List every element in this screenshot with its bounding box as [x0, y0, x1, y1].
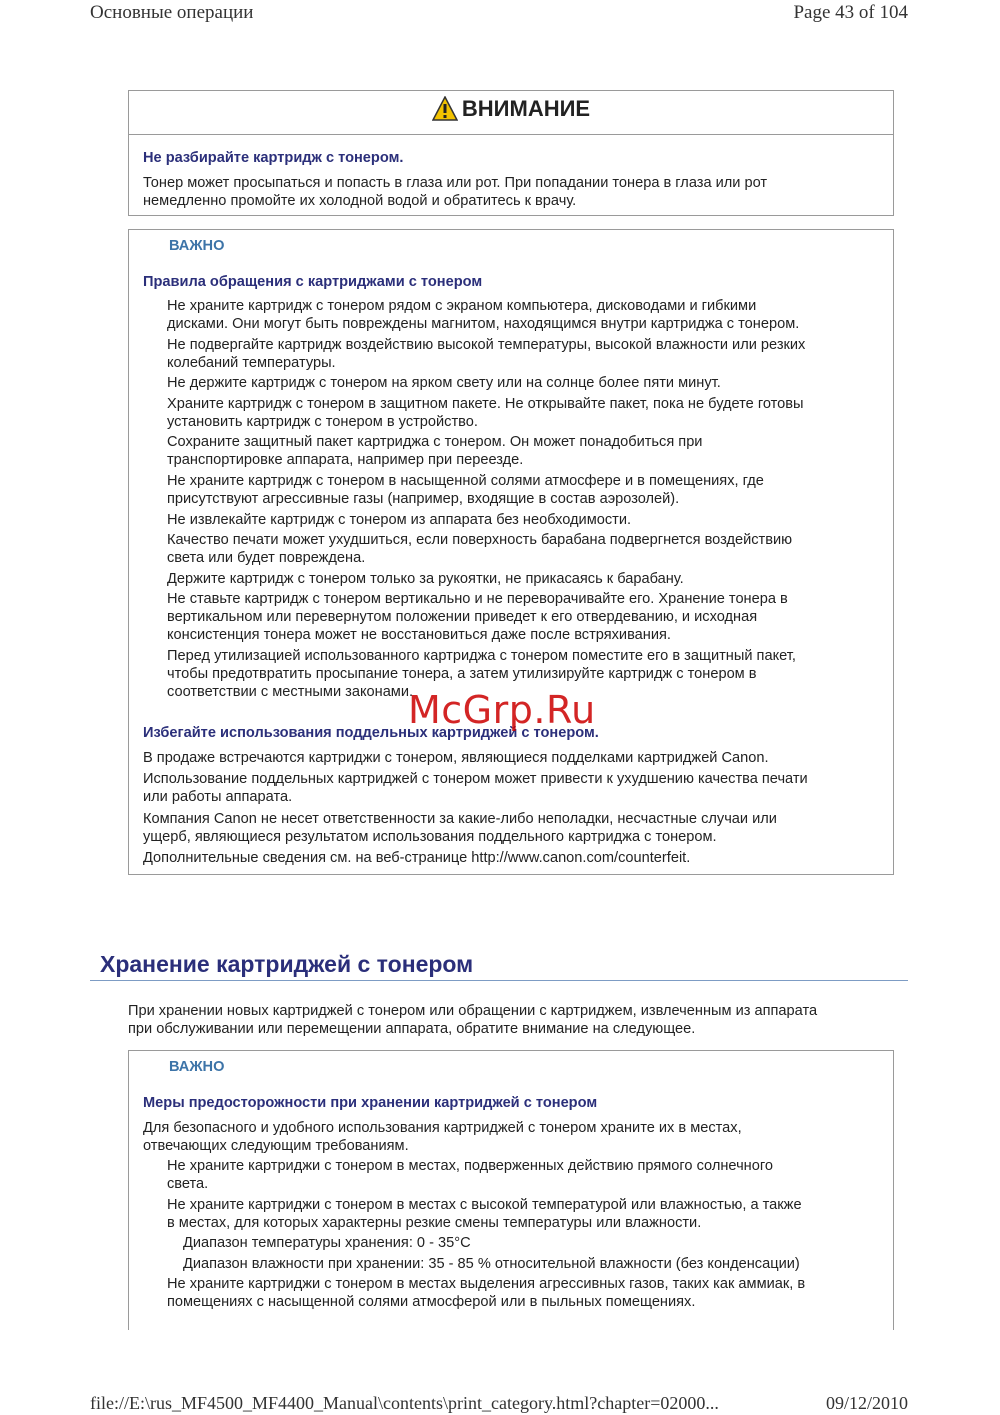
footer-file-path: file://E:\rus_MF4500_MF4400_Manual\contents\print_category.html?chapter=02000...: [90, 1393, 719, 1413]
warning-line: Тонер может просыпаться и попасть в глаза или рот. При попадании тонера в глаза или рот: [143, 175, 768, 191]
counterfeit-line: или работы аппарата.: [143, 789, 293, 805]
list-item-line: Не держите картридж с тонером на ярком свету или на солнце более пяти минут.: [167, 375, 721, 391]
important-label: ВАЖНО: [169, 238, 225, 254]
storage-line: Не храните картриджи с тонером в местах, подверженных действию прямого солнечного: [167, 1158, 773, 1174]
section-divider: [90, 980, 908, 981]
list-item-line: консистенция тонера может не восстановиться даже после встряхивания.: [167, 627, 671, 643]
list-item-line: дисками. Они могут быть повреждены магнитом, находящимся внутри картриджа с тонером.: [167, 316, 800, 332]
important-box-storage: [128, 1050, 894, 1330]
list-item-line: соответствии с местными законами.: [167, 684, 414, 700]
list-item-line: света или будет повреждена.: [167, 550, 366, 566]
warning-subtitle: Не разбирайте картридж с тонером.: [143, 150, 404, 166]
warning-triangle-icon: [432, 96, 458, 128]
section-intro-line: При хранении новых картриджей с тонером или обращении с картриджем, извлеченным из аппарата: [128, 1003, 818, 1019]
storage-line: Диапазон температуры хранения: 0 - 35°C: [183, 1235, 471, 1251]
counterfeit-line: Использование поддельных картриджей с тонером может привести к ухудшению качества печати: [143, 771, 808, 787]
list-item-line: присутствуют агрессивные газы (например, входящие в состав аэрозолей).: [167, 491, 680, 507]
list-item-line: Не храните картридж с тонером в насыщенной солями атмосфере и в помещениях, где: [167, 473, 764, 489]
important-label: ВАЖНО: [169, 1059, 225, 1075]
storage-line: помещениях с насыщенной солями атмосферой или в пыльных помещениях.: [167, 1294, 696, 1310]
list-item-line: Не ставьте картридж с тонером вертикально и не переворачивайте его. Хранение тонера в: [167, 591, 788, 607]
list-item-line: Не храните картридж с тонером рядом с экраном компьютера, дисководами и гибкими: [167, 298, 757, 314]
watermark: McGrp.Ru: [408, 688, 596, 732]
section-intro-line: при обслуживании или перемещении аппарата, обратите внимание на следующее.: [128, 1021, 696, 1037]
important-subtitle-counterfeit: Избегайте использования поддельных картриджей с тонером.: [143, 725, 599, 741]
list-item-line: Не извлекайте картридж с тонером из аппарата без необходимости.: [167, 512, 632, 528]
important-subtitle: Правила обращения с картриджами с тонером: [143, 274, 483, 290]
important-box-cartridge-handling: [128, 229, 894, 875]
list-item-line: транспортировке аппарата, например при переезде.: [167, 452, 524, 468]
warning-title: ВНИМАНИЕ: [461, 96, 591, 121]
important-subtitle: Меры предосторожности при хранении картриджей с тонером: [143, 1095, 598, 1111]
section-title: Хранение картриджей с тонером: [100, 951, 474, 977]
list-item-line: Держите картридж с тонером только за рукоятки, не прикасаясь к барабану.: [167, 571, 684, 587]
counterfeit-line: ущерб, являющиеся результатом использования поддельного картриджа с тонером.: [143, 829, 717, 845]
footer-date: 09/12/2010: [825, 1393, 908, 1413]
storage-line: Не храните картриджи с тонером в местах с высокой температурой или влажностью, а также: [167, 1197, 802, 1213]
list-item-line: Сохраните защитный пакет картриджа с тонером. Он может понадобиться при: [167, 434, 703, 450]
list-item-line: Качество печати может ухудшиться, если поверхность барабана подвергнется воздействию: [167, 532, 793, 548]
storage-line: Не храните картриджи с тонером в местах выделения агрессивных газов, таких как аммиак, в: [167, 1276, 806, 1292]
header-page-number: Page 43 of 104: [793, 2, 908, 23]
list-item-line: Храните картридж с тонером в защитном пакете. Не открывайте пакет, пока не будете готовы: [167, 396, 804, 412]
warning-heading: [129, 96, 893, 128]
list-item-line: колебаний температуры.: [167, 355, 336, 371]
list-item-line: вертикальном или перевернутом положении приведет к его отвердеванию, и исходная: [167, 609, 758, 625]
list-item-line: Перед утилизацией использованного картриджа с тонером поместите его в защитный пакет,: [167, 648, 796, 664]
counterfeit-line: Дополнительные сведения см. на веб-странице http://www.canon.com/counterfeit.: [143, 850, 691, 866]
warning-line: немедленно промойте их холодной водой и обратитесь к врачу.: [143, 193, 577, 209]
warning-box: [128, 90, 894, 216]
counterfeit-line: Компания Canon не несет ответственности за какие-либо неполадки, несчастные случаи или: [143, 811, 777, 827]
storage-line: Диапазон влажности при хранении: 35 - 85 % относительной влажности (без конденсации): [183, 1256, 800, 1272]
list-item-line: Не подвергайте картридж воздействию высокой температуры, высокой влажности или резких: [167, 337, 806, 353]
counterfeit-line: В продаже встречаются картриджи с тонером, являющиеся подделками картриджей Canon.: [143, 750, 769, 766]
list-item-line: чтобы предотвратить просыпание тонера, а затем утилизируйте картридж с тонером в: [167, 666, 757, 682]
header-section-title: Основные операции: [90, 2, 254, 23]
list-item-line: установить картридж с тонером в устройство.: [167, 414, 478, 430]
storage-line: в местах, для которых характерны резкие смены температуры или влажности.: [167, 1215, 702, 1231]
storage-line: отвечающих следующим требованиям.: [143, 1138, 409, 1154]
storage-line: света.: [167, 1176, 209, 1192]
warning-divider: [129, 134, 893, 135]
storage-line: Для безопасного и удобного использования картриджей с тонером храните их в местах,: [143, 1120, 742, 1136]
